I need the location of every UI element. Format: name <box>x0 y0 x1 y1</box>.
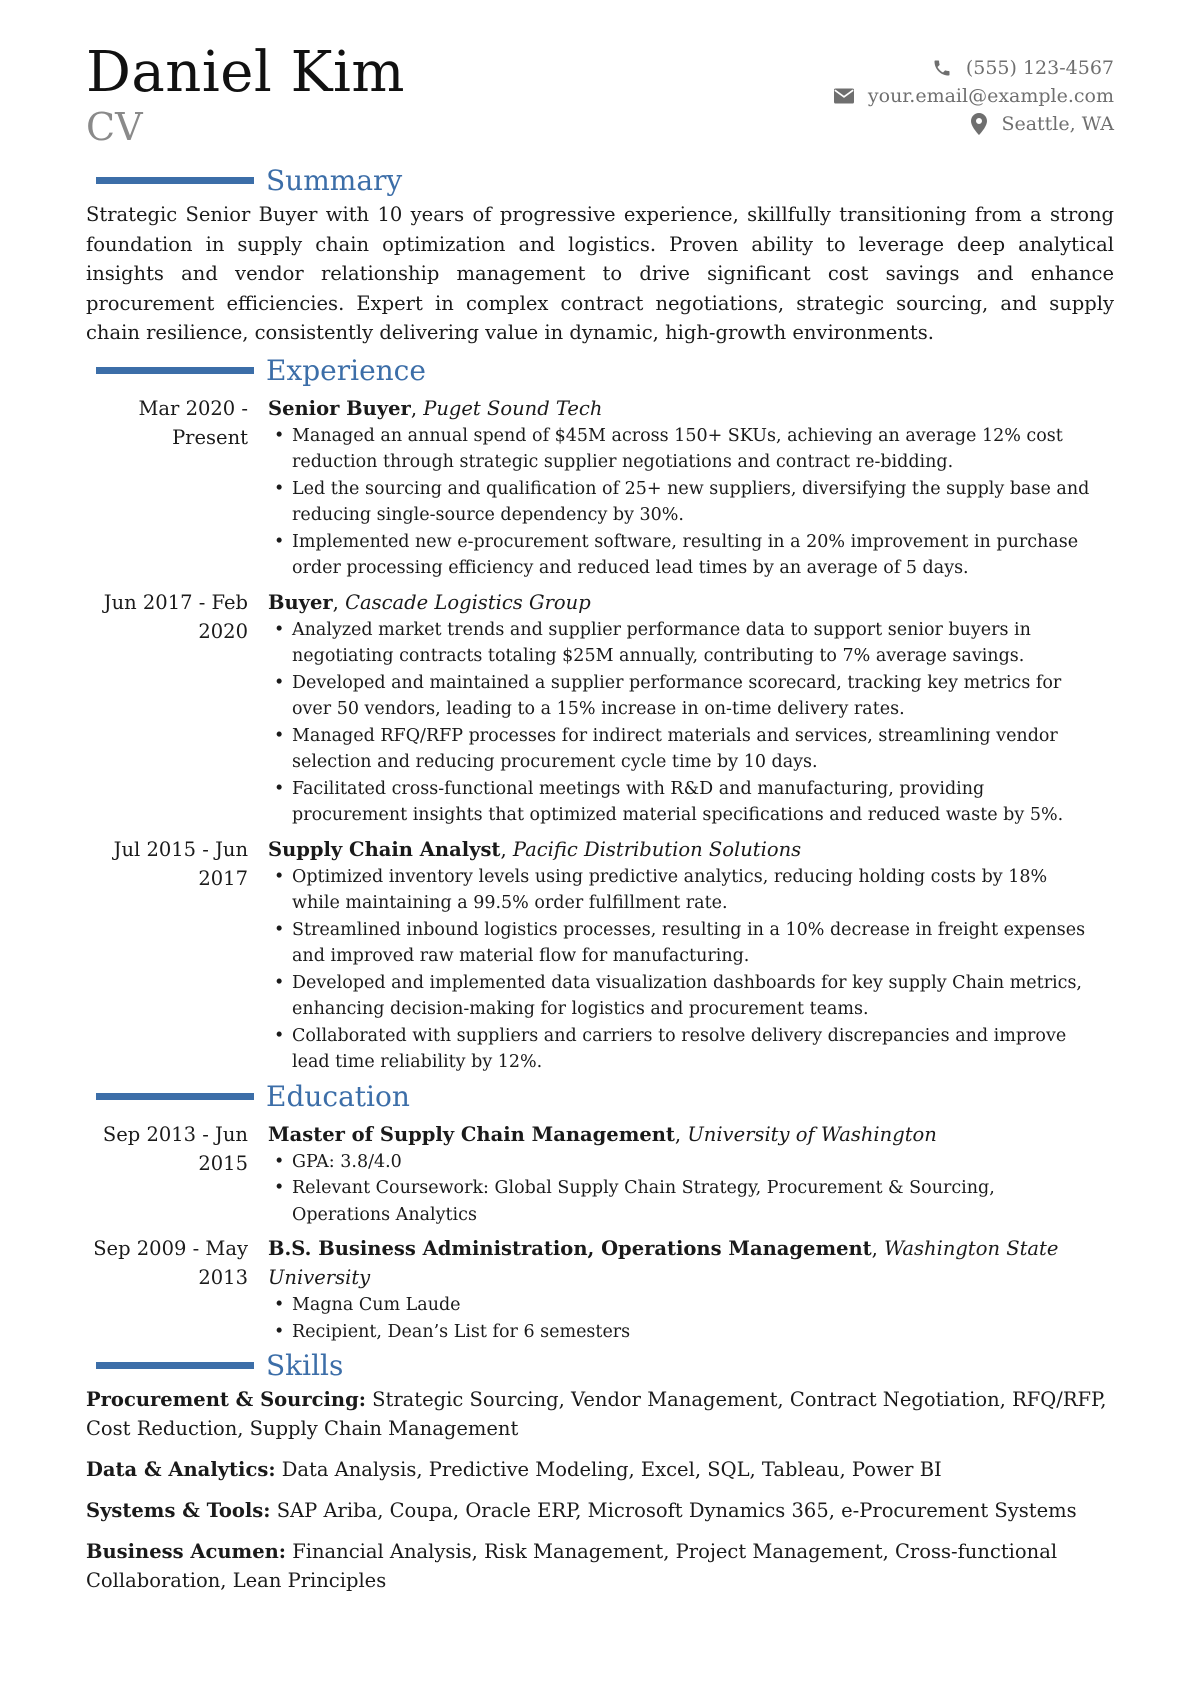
skills-list <box>86 1385 1114 1595</box>
experience-entry <box>86 394 1114 582</box>
employer: Pacific Distribution Solutions <box>512 837 802 861</box>
list-item: • Implemented new e-procurement software, resulting in a 20% improvement in purchase order processing efficiency and reduced lead times by an average of 5 days. <box>268 529 1114 582</box>
section-title-summary: Summary <box>266 164 403 197</box>
document-type: CV <box>86 105 143 149</box>
job-title: Supply Chain Analyst <box>268 837 501 861</box>
skill-items: Strategic Sourcing, Vendor Management, Contract Negotiation, RFQ/RFP, Cost Reduction, Supply Chain Management <box>86 1388 1107 1440</box>
institution: Washington State University <box>268 1237 1059 1289</box>
section-divider-bar <box>96 1362 254 1369</box>
skill-category: Systems & Tools: <box>86 1499 271 1522</box>
entry-body <box>268 1120 1114 1229</box>
entry-body <box>268 1234 1114 1345</box>
list-item: • Relevant Coursework: Global Supply Chain Strategy, Procurement & Sourcing, Operations Analytics <box>268 1175 1114 1228</box>
experience-entry <box>86 835 1114 1076</box>
experience-entry <box>86 588 1114 829</box>
envelope-icon <box>834 88 854 104</box>
achievement-list <box>268 864 1114 1076</box>
section-divider-bar <box>96 177 254 184</box>
job-title: Senior Buyer <box>268 396 411 420</box>
entry-date: Sep 2013 - Jun 2015 <box>102 1122 248 1175</box>
section-divider-bar <box>96 1093 254 1100</box>
contact-location <box>834 110 1114 138</box>
section-header-summary <box>86 164 1114 198</box>
achievement-list <box>268 617 1114 829</box>
section-header-experience <box>86 354 1114 388</box>
section-title-education: Education <box>266 1079 410 1113</box>
list-item: • Analyzed market trends and supplier performance data to support senior buyers in negotiating contracts totaling $25M annually, contributing to 7% average savings. <box>268 617 1114 670</box>
skill-row <box>86 1537 1114 1595</box>
entry-date: Jun 2017 - Feb 2020 <box>103 590 248 643</box>
skill-category: Procurement & Sourcing: <box>86 1388 366 1411</box>
list-item: • Facilitated cross-functional meetings with R&D and manufacturing, providing procurement insights that optimized material specifications and reduced waste by 5%. <box>268 776 1114 829</box>
education-entry <box>86 1234 1114 1345</box>
skill-category: Business Acumen: <box>86 1540 286 1563</box>
section-header-skills <box>86 1349 1114 1383</box>
entry-title: Supply Chain Analyst, Pacific Distribution Solutions <box>268 837 802 861</box>
entry-body <box>268 588 1114 829</box>
list-item: • Magna Cum Laude <box>268 1292 1114 1319</box>
education-detail-list <box>268 1292 1114 1345</box>
degree-title: Master of Supply Chain Management <box>268 1122 675 1146</box>
institution: University of Washington <box>687 1122 937 1146</box>
contact-info <box>834 54 1114 138</box>
entry-title: Senior Buyer, Puget Sound Tech <box>268 396 603 420</box>
skill-row <box>86 1496 1114 1525</box>
entry-date: Sep 2009 - May 2013 <box>93 1237 248 1289</box>
email-address[interactable]: your.email@example.com <box>867 85 1114 107</box>
employer: Puget Sound Tech <box>423 396 603 420</box>
entry-title: B.S. Business Administration, Operations Management, Washington State University <box>268 1237 1059 1289</box>
list-item: • Optimized inventory levels using predictive analytics, reducing holding costs by 18% while maintaining a 99.5% order fulfillment rate. <box>268 864 1114 917</box>
map-pin-icon <box>971 113 987 135</box>
entry-body <box>268 835 1114 1076</box>
skill-items: Data Analysis, Predictive Modeling, Excel, SQL, Tableau, Power BI <box>281 1458 942 1481</box>
skill-row <box>86 1385 1114 1443</box>
list-item: • Streamlined inbound logistics processes, resulting in a 10% decrease in freight expenses and improved raw material flow for manufacturing. <box>268 917 1114 970</box>
entry-title: Buyer, Cascade Logistics Group <box>268 590 591 614</box>
cv-page <box>86 40 1114 1607</box>
section-title-experience: Experience <box>266 353 426 387</box>
contact-phone <box>834 54 1114 82</box>
list-item: • GPA: 3.8/4.0 <box>268 1149 1114 1176</box>
list-item: • Developed and implemented data visualization dashboards for key supply Chain metrics, enhancing decision-making for logistics and procurement teams. <box>268 970 1114 1023</box>
contact-email <box>834 82 1114 110</box>
degree-title: B.S. Business Administration, Operations Management <box>268 1237 872 1260</box>
section-title-skills: Skills <box>266 1349 344 1382</box>
summary-text: Strategic Senior Buyer with 10 years of progressive experience, skillfully transitioning from a strong foundation in supply chain optimization and logistics. Proven ability to leverage deep analytical insights and vendor relationship management to drive significant cost savings and enhance procurement efficiencies. Expert in complex contract negotiations, strategic sourcing, and supply chain resilience, consistently delivering value in dynamic, high-growth environments. <box>86 203 1114 344</box>
list-item: • Led the sourcing and qualification of 25+ new suppliers, diversifying the supply base and reducing single-source dependency by 30%. <box>268 476 1114 529</box>
job-title: Buyer <box>268 590 333 614</box>
entry-title: Master of Supply Chain Management, University of Washington <box>268 1122 937 1146</box>
entry-body <box>268 394 1114 582</box>
list-item: • Managed RFQ/RFP processes for indirect materials and services, streamlining vendor selection and reducing procurement cycle time by 10 days. <box>268 723 1114 776</box>
skill-items: Financial Analysis, Risk Management, Project Management, Cross-functional Collaboration, Lean Principles <box>86 1540 1058 1592</box>
employer: Cascade Logistics Group <box>345 590 591 614</box>
section-divider-bar <box>96 367 254 374</box>
list-item: • Managed an annual spend of $45M across 150+ SKUs, achieving an average 12% cost reduction through strategic supplier negotiations and contract re-bidding. <box>268 423 1114 476</box>
education-detail-list <box>268 1149 1114 1229</box>
section-header-education <box>86 1080 1114 1114</box>
candidate-name: Daniel Kim <box>86 40 405 105</box>
skill-items: SAP Ariba, Coupa, Oracle ERP, Microsoft Dynamics 365, e-Procurement Systems <box>276 1499 1077 1522</box>
entry-date: Mar 2020 - Present <box>138 396 248 449</box>
phone-number[interactable]: (555) 123-4567 <box>965 57 1114 79</box>
entry-date: Jul 2015 - Jun 2017 <box>113 837 248 890</box>
achievement-list <box>268 423 1114 582</box>
skill-row <box>86 1455 1114 1484</box>
phone-icon <box>932 58 952 78</box>
list-item: • Recipient, Dean’s List for 6 semesters <box>268 1319 1114 1346</box>
list-item: • Developed and maintained a supplier performance scorecard, tracking key metrics for over 50 vendors, leading to a 15% increase in on-time delivery rates. <box>268 670 1114 723</box>
cv-header <box>86 40 1114 160</box>
education-entry <box>86 1120 1114 1229</box>
skill-category: Data & Analytics: <box>86 1458 276 1481</box>
location-text: Seattle, WA <box>1001 113 1114 135</box>
list-item: • Collaborated with suppliers and carriers to resolve delivery discrepancies and improve lead time reliability by 12%. <box>268 1023 1114 1076</box>
